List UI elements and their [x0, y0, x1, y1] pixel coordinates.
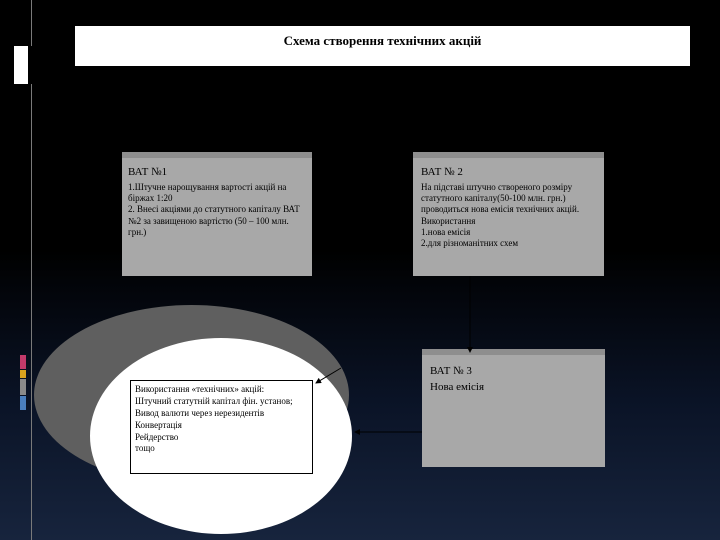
accent-gold: [20, 370, 26, 378]
usage-line: Вивод валюти через нерезидентів: [135, 407, 265, 418]
box-vat1-line: біржах 1:20: [128, 193, 173, 203]
box-vat3-title: ВАТ № 3: [430, 365, 472, 377]
box-vat2-line: Використання: [421, 215, 476, 226]
box-vat1-line: грн.): [128, 226, 147, 237]
title-bar: [75, 26, 690, 66]
box-vat2-line: проводиться нова емісія технічних акцій.: [421, 204, 580, 215]
box-vat2-line: 2.для різноманітних схем: [421, 238, 519, 248]
box-vat1-line: №2 за завищеною вартістю (50 – 100 млн.: [128, 215, 289, 226]
box-vat2: [413, 152, 604, 276]
accent-pink: [20, 355, 26, 369]
box-vat3-line: Нова емісія: [430, 380, 485, 393]
box-vat2-line: На підставі штучно створеного розміру: [421, 181, 573, 192]
box-vat3: [422, 349, 605, 467]
box-vat2-header-band: [413, 152, 604, 158]
box-vat3-header-band: [422, 349, 605, 355]
box-vat1-line: 1.Штучне нарощування вартості акцій на: [128, 181, 287, 192]
slide-title: Схема створення технічних акцій: [283, 33, 482, 48]
usage-line: Штучний статутній капітал фін. установ;: [135, 395, 293, 406]
usage-line: тощо: [135, 443, 155, 454]
left-decor-bar: [14, 46, 32, 84]
box-vat2-title: ВАТ № 2: [421, 166, 463, 178]
accent-gray: [20, 379, 26, 395]
box-vat1: [122, 152, 312, 276]
box-vat2-line: 1.нова емісія: [421, 226, 471, 237]
usage-line: Використання «технічних» акцій:: [135, 384, 265, 394]
box-vat1-line: 2. Внесі акціями до статутного капіталу ВАТ: [128, 204, 300, 215]
usage-line: Рейдерство: [135, 431, 179, 442]
box-vat1-title: ВАТ №1: [128, 166, 168, 178]
accent-blue: [20, 396, 26, 410]
usage-box: [130, 380, 313, 474]
box-vat1-header-band: [122, 152, 312, 158]
usage-line: Конвертація: [135, 419, 182, 430]
box-vat2-line: статутного капіталу(50-100 млн. грн.): [421, 193, 566, 203]
